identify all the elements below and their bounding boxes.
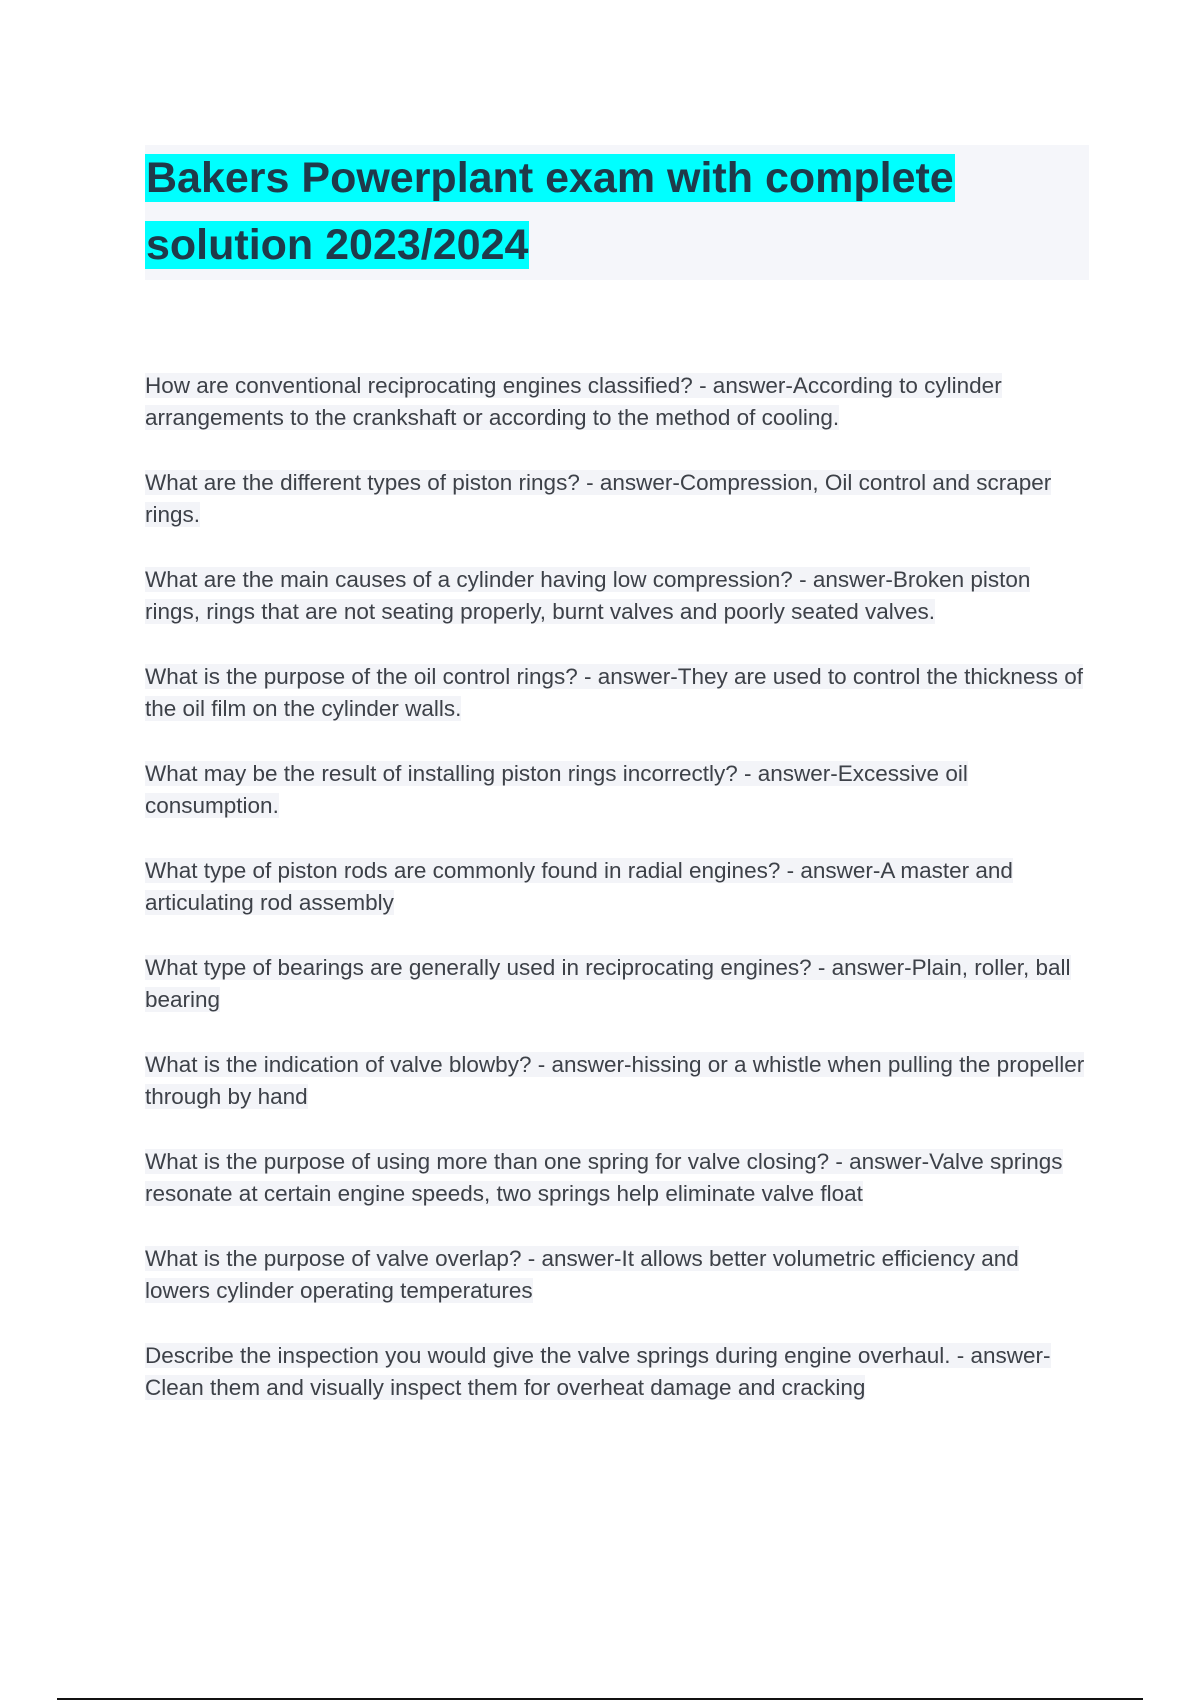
qa-item-text: What type of bearings are generally used in reciprocating engines? - answer-Plain, roller, ball bearing bbox=[145, 955, 1071, 1012]
qa-item-text: How are conventional reciprocating engines classified? - answer-According to cylinder arrangements to the crankshaft or according to the method of cooling. bbox=[145, 373, 1002, 430]
qa-item bbox=[145, 758, 1089, 822]
qa-item-text: What is the indication of valve blowby? - answer-hissing or a whistle when pulling the propeller through by hand bbox=[145, 1052, 1085, 1109]
qa-item bbox=[145, 661, 1089, 725]
qa-item bbox=[145, 1049, 1089, 1113]
qa-item-text: What are the different types of piston rings? - answer-Compression, Oil control and scraper rings. bbox=[145, 470, 1052, 527]
qa-item bbox=[145, 1146, 1089, 1210]
qa-list bbox=[145, 370, 1089, 1437]
qa-item-text: What are the main causes of a cylinder having low compression? - answer-Broken piston rings, rings that are not seating properly, burnt valves and poorly seated valves. bbox=[145, 567, 1031, 624]
qa-item bbox=[145, 855, 1089, 919]
qa-item-text: What type of piston rods are commonly found in radial engines? - answer-A master and articulating rod assembly bbox=[145, 858, 1013, 915]
qa-item bbox=[145, 564, 1089, 628]
qa-item bbox=[145, 1340, 1089, 1404]
qa-item bbox=[145, 370, 1089, 434]
qa-item-text: What is the purpose of valve overlap? - answer-It allows better volumetric efficiency and lowers cylinder operating temperatures bbox=[145, 1246, 1019, 1303]
qa-item bbox=[145, 1243, 1089, 1307]
qa-item bbox=[145, 467, 1089, 531]
qa-item-text: What may be the result of installing piston rings incorrectly? - answer-Excessive oil consumption. bbox=[145, 761, 968, 818]
document-title-text: Bakers Powerplant exam with complete solution 2023/2024 bbox=[146, 154, 954, 269]
title-block bbox=[145, 145, 1089, 280]
qa-item-text: What is the purpose of the oil control rings? - answer-They are used to control the thickness of the oil film on the cylinder walls. bbox=[145, 664, 1083, 721]
document-title bbox=[145, 145, 1089, 279]
qa-item-text: What is the purpose of using more than one spring for valve closing? - answer-Valve springs resonate at certain engine speeds, two springs help eliminate valve float bbox=[145, 1149, 1063, 1206]
qa-item-text: Describe the inspection you would give the valve springs during engine overhaul. - answer-Clean them and visually inspect them for overheat damage and cracking bbox=[145, 1343, 1051, 1400]
qa-item bbox=[145, 952, 1089, 1016]
